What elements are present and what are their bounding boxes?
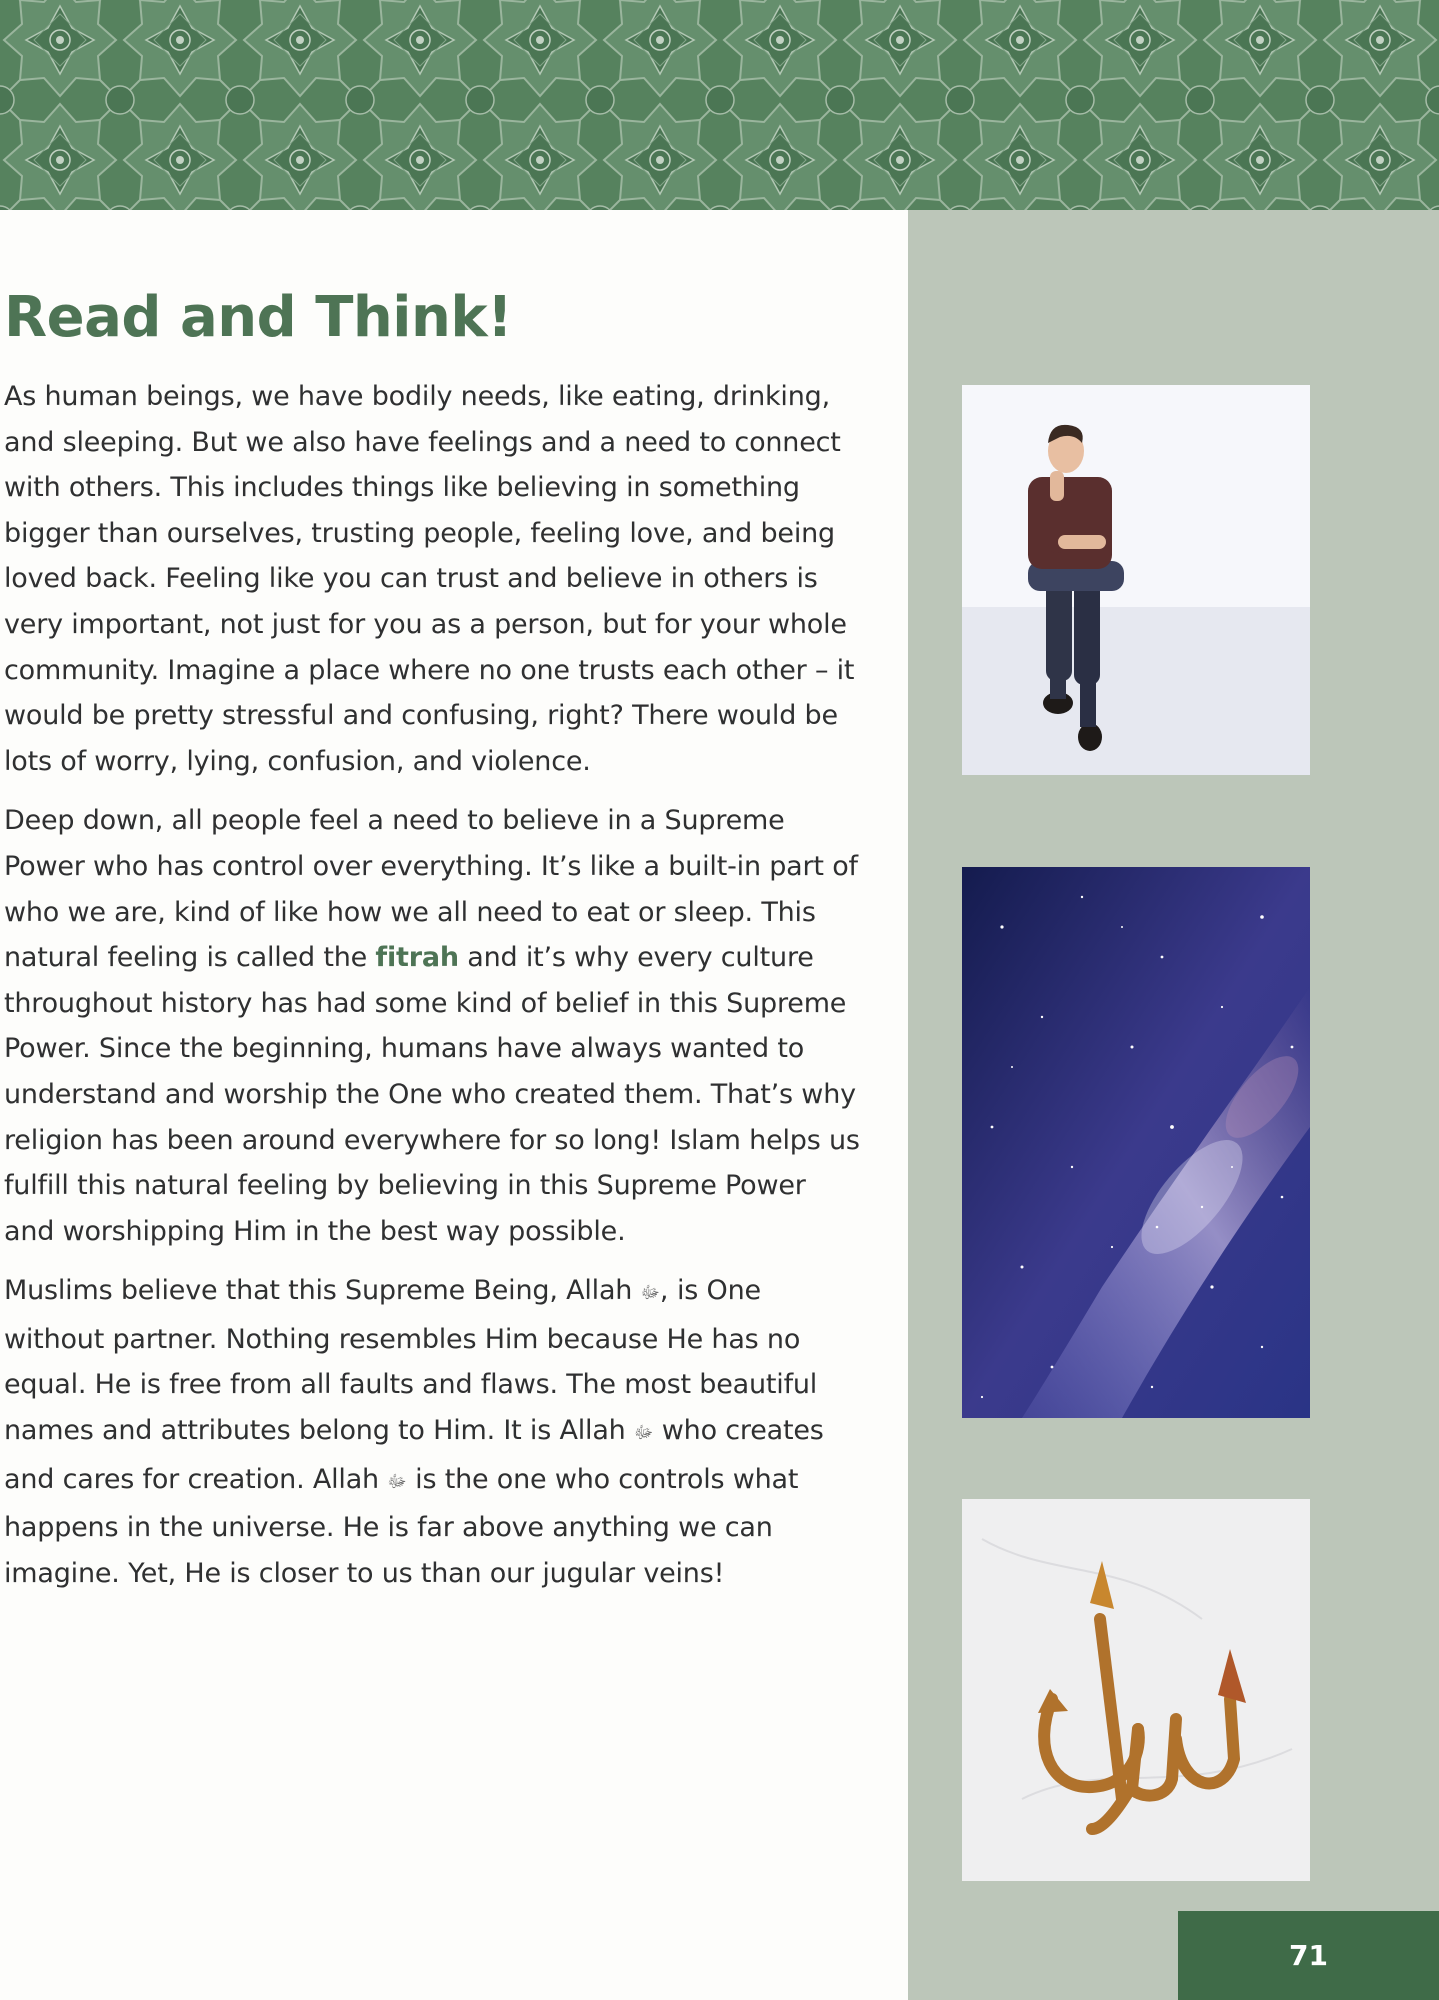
honorific-glyph: ﷻ [387,1471,407,1492]
paragraph-2-text: Deep down, all people feel a need to believe in a Supreme Power who has control over everything. It’s like a built-in part of who we are, kind of like how we all need to eat or sleep. This natural feeling is called the [4,805,858,974]
paragraph-3-text: Muslims believe that this Supreme Being, Allah [4,1275,641,1307]
thinking-man-photo [962,385,1310,775]
paragraph-1: As human beings, we have bodily needs, like eating, drinking, and sleeping. But we also have feelings and a need to connect with others. This includes things like believing in something bigger than ourselves, trusting people, feeling love, and being loved back. Feeling like you can trust and believe in others is very important, not just for you as a person, but for your whole community. Imagine a place where no one trusts each other – it would be pretty stressful and confusing, right? There would be lots of worry, lying, confusion, and violence. [4,381,855,777]
decorative-banner [0,0,1439,210]
paragraph-3-text: , is One without partner. Nothing resembles Him because He has no equal. He is free from all faults and flaws. The most beautiful names and attributes belong to Him. It is Allah [4,1275,818,1447]
paragraph-3 [4,1268,864,1596]
term-fitrah: fitrah [375,942,459,974]
page-number-tab [1178,1911,1439,2000]
allah-calligraphy-photo [962,1499,1310,1881]
page-number: 71 [1289,1939,1328,1972]
milky-way-photo [962,867,1310,1418]
paragraph-3-text: who creates and cares for creation. Allah [4,1415,824,1495]
paragraph-2-text: and it’s why every culture throughout history has had some kind of belief in this Supreme Power. Since the beginning, humans have always wanted to understand and worship the One who created them. That’s why religion has been around everywhere for so long! Islam helps us fulfill this natural feeling by believing in this Supreme Power and worshipping Him in the best way possible. [4,942,860,1247]
paragraph-2 [4,798,864,1254]
page-title: Read and Think! [4,285,513,350]
arabesque-pattern [0,0,1439,210]
main-content [4,282,864,1610]
honorific-glyph: ﷻ [640,1283,660,1304]
paragraph-3-text: is the one who controls what happens in the universe. He is far above anything we can imagine. Yet, He is closer to us than our jugular veins! [4,1463,799,1589]
honorific-glyph: ﷻ [633,1423,654,1444]
